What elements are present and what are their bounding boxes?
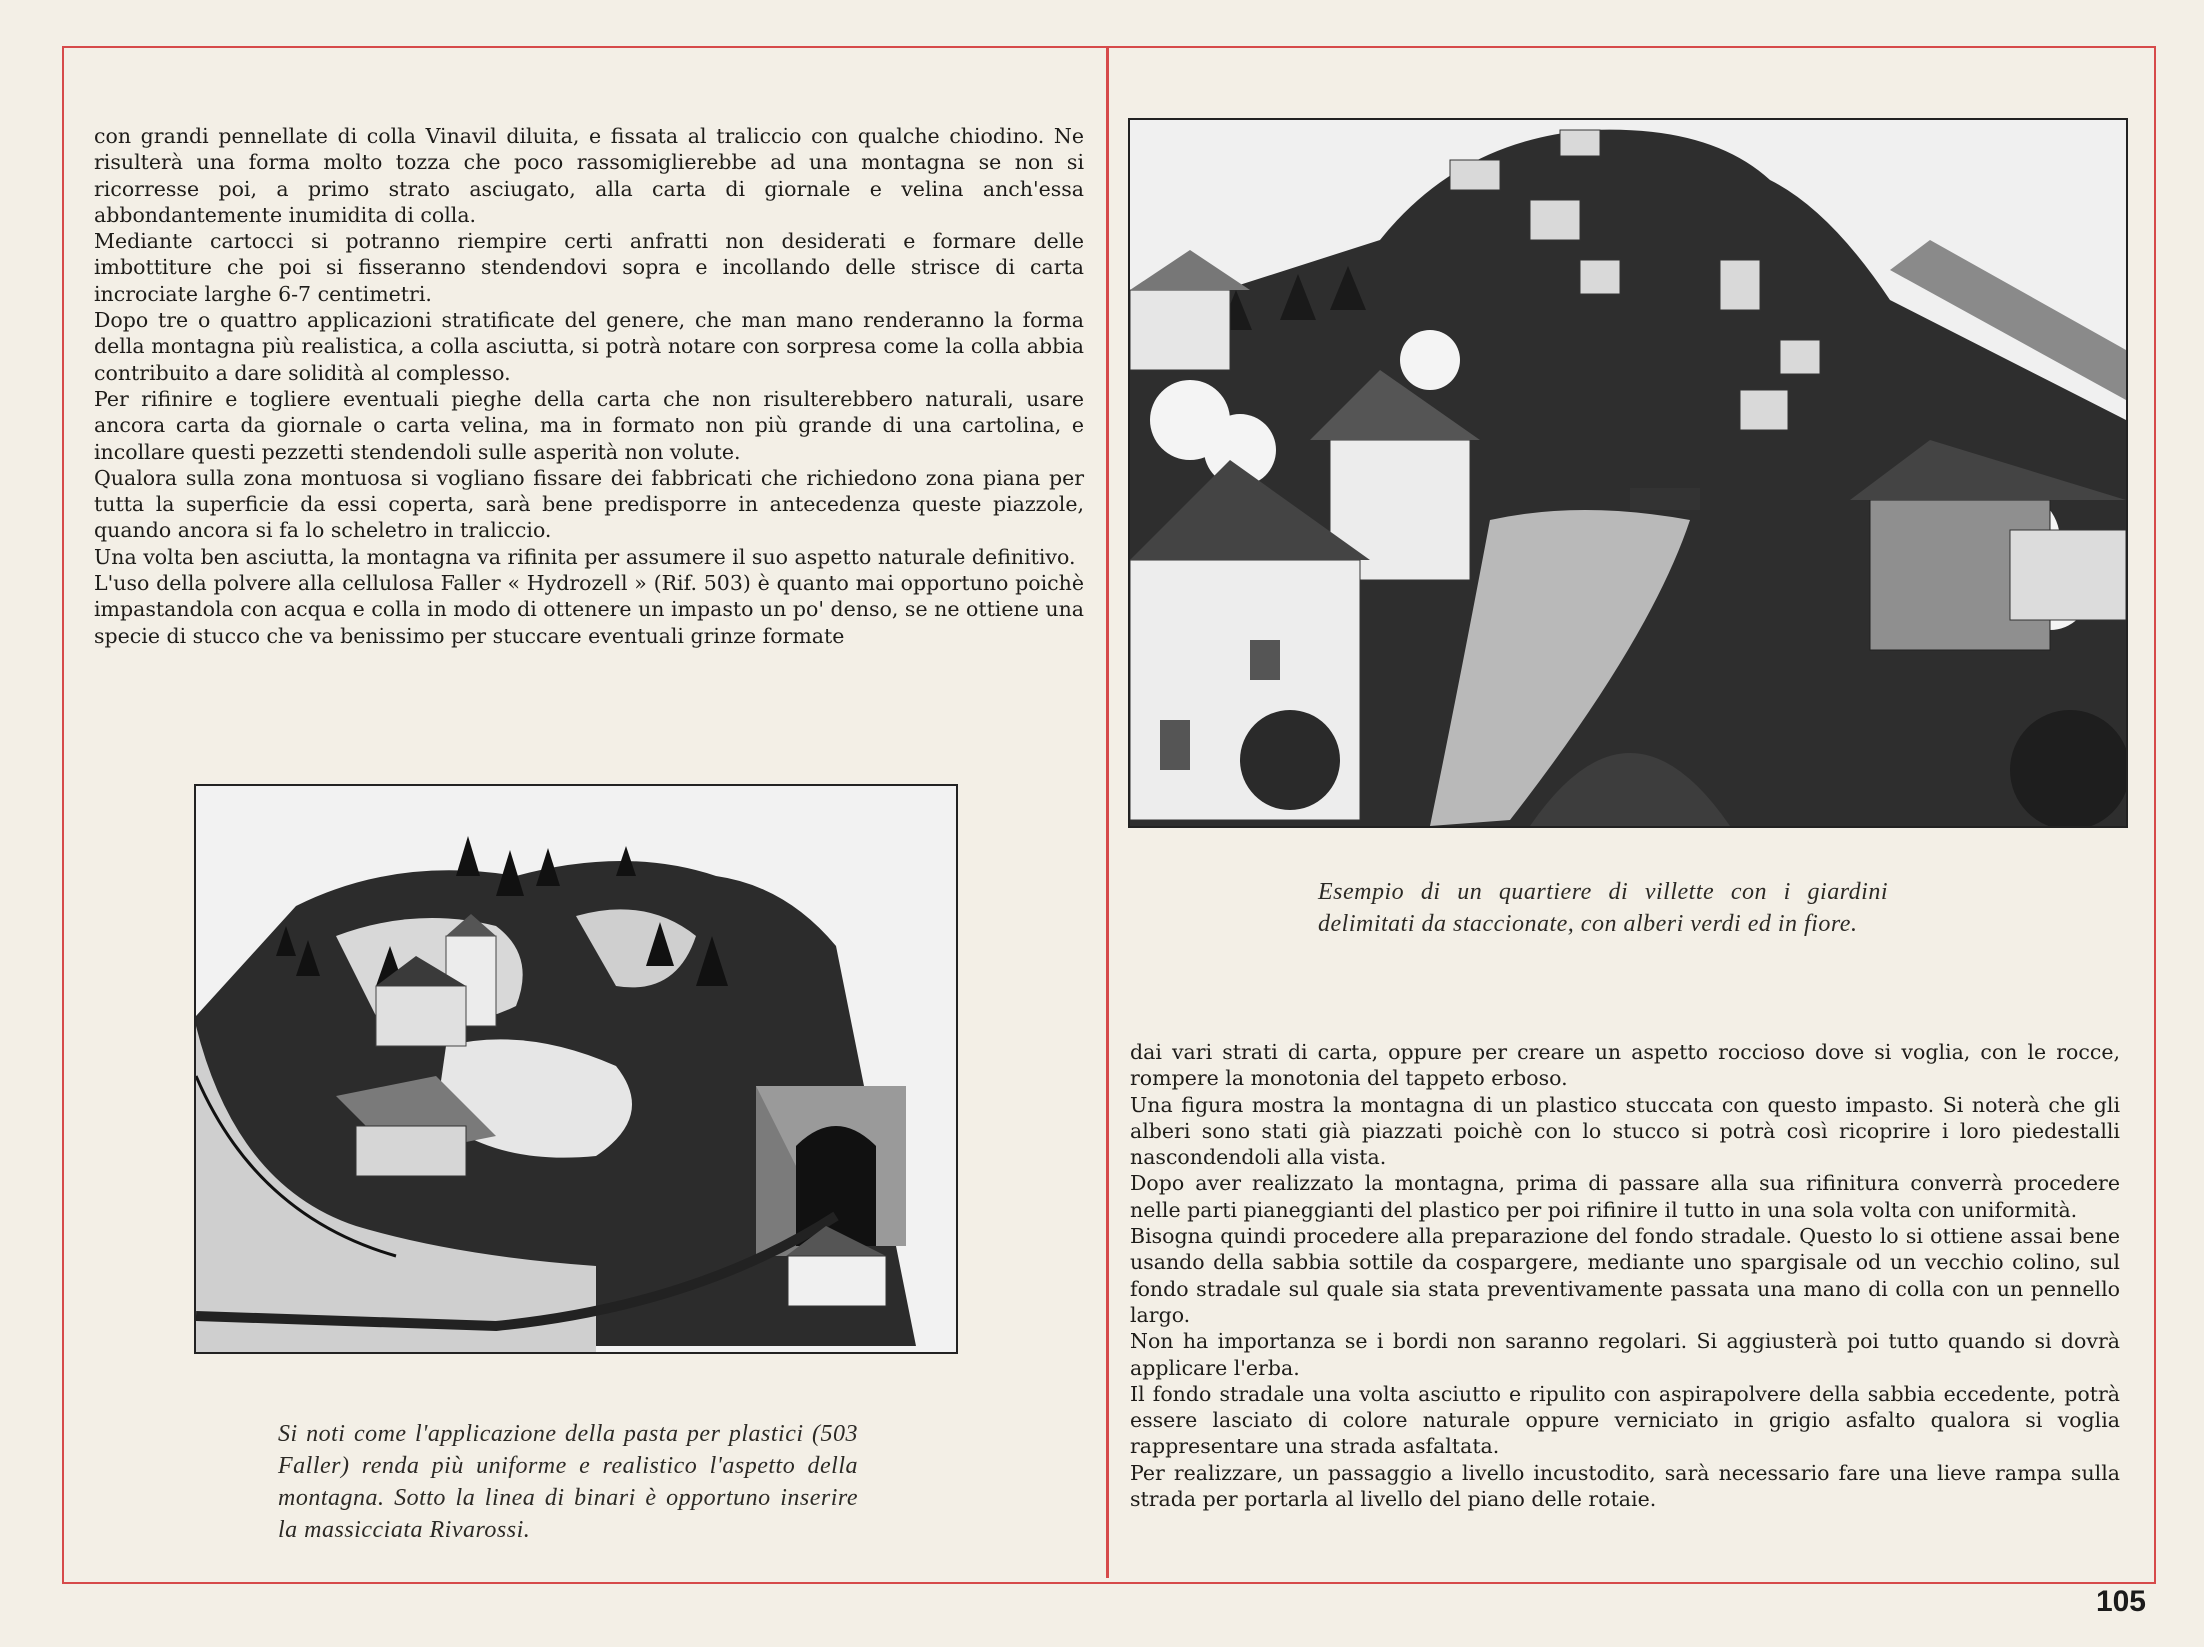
right-column-text xyxy=(1130,1039,2120,1512)
left-paragraph-2: Mediante cartocci si potranno riempire certi anfratti non desiderati e formare delle imbottiture che poi si fisseranno stendendovi sopra e incollando delle strisce di carta incrociate larghe 6-7 centimetri. xyxy=(94,229,1084,306)
left-paragraph-3: Dopo tre o quattro applicazioni stratificate del genere, che man mano renderanno la forma della montagna più realistica, a colla asciutta, si potrà notare con sorpresa come la colla abbia contribuito a dare solidità al complesso. xyxy=(94,308,1084,385)
left-column-text xyxy=(94,123,1084,649)
left-paragraph-1: con grandi pennellate di colla Vinavil diluita, e fissata al traliccio con qualche chiodino. Ne risulterà una forma molto tozza che poco rassomiglierebbe ad una montagna se non si ricorresse poi, a primo strato asciugato, alla carta di giornale e velina anch'essa abbondantemente inumidita di colla. xyxy=(94,124,1084,227)
right-paragraph-5: Non ha importanza se i bordi non saranno regolari. Si aggiusterà poi tutto quando si dovrà applicare l'erba. xyxy=(1130,1329,2120,1380)
right-photo-caption: Esempio di un quartiere di villette con i giardini delimitati da staccionate, con alberi verdi ed in fiore. xyxy=(1318,879,1888,937)
left-paragraph-7: L'uso della polvere alla cellulosa Faller « Hydrozell » (Rif. 503) è quanto mai opportuno poichè impastandola con acqua e colla in modo di ottenere un impasto un po' denso, se ne ottiene una specie di stucco che va benissimo per stuccare eventuali grinze formate xyxy=(94,571,1084,648)
right-paragraph-3: Dopo aver realizzato la montagna, prima di passare alla sua rifinitura converrà procedere nelle parti pianeggianti del plastico per poi rifinire il tutto in una sola volta con uniformità. xyxy=(1130,1171,2120,1222)
left-photo-caption: Si noti come l'applicazione della pasta per plastici (503 Faller) renda più uniforme e realistico l'aspetto della montagna. Sotto la linea di binari è opportuno inserire la massicciata Rivarossi. xyxy=(278,1421,858,1543)
villas-quarter-photo xyxy=(1128,118,2128,828)
right-paragraph-7: Per realizzare, un passaggio a livello incustodito, sarà necessario fare una lieve rampa sulla strada per portarla al livello del piano delle rotaie. xyxy=(1130,1460,2120,1512)
left-paragraph-6: Una volta ben asciutta, la montagna va rifinita per assumere il suo aspetto naturale definitivo. xyxy=(94,544,1076,569)
left-paragraph-5: Qualora sulla zona montuosa si vogliano fissare dei fabbricati che richiedono zona piana per tutta la superficie da essi coperta, sarà bene predisporre in antecedenza queste piazzole, quando ancora si fa lo scheletro in traliccio. xyxy=(94,465,1084,543)
mountain-model-photo xyxy=(194,784,958,1354)
right-paragraph-2: Una figura mostra la montagna di un plastico stuccata con questo impasto. Si noterà che gli alberi sono stati già piazzati poichè con lo stucco si potrà così ricoprire i loro piedestalli nascondendoli alla vista. xyxy=(1130,1092,2120,1170)
right-paragraph-6: Il fondo stradale una volta asciutto e ripulito con aspirapolvere della sabbia eccedente, potrà essere lasciato di colore naturale oppure verniciato in grigio asfalto qualora si voglia rappresentare una strada asfaltata. xyxy=(1130,1381,2120,1459)
right-paragraph-1: dai vari strati di carta, oppure per creare un aspetto roccioso dove si voglia, con le rocce, rompere la monotonia del tappeto erboso. xyxy=(1130,1040,2120,1091)
column-divider xyxy=(1106,48,1109,1578)
page-number: 105 xyxy=(2095,1585,2146,1618)
left-paragraph-4: Per rifinire e togliere eventuali pieghe della carta che non risulterebbero naturali, usare ancora carta da giornale o carta velina, ma in formato non più grande di una cartolina, e incollare questi pezzetti stendendoli sulle asperità non volute. xyxy=(94,386,1084,464)
right-paragraph-4: Bisogna quindi procedere alla preparazione del fondo stradale. Questo lo si ottiene assai bene usando della sabbia sottile da cospargere, mediante uno spargisale od un vecchio colino, sul fondo stradale sul quale sia stata preventivamente passata una mano di colla con un pennello largo. xyxy=(1130,1224,2120,1327)
